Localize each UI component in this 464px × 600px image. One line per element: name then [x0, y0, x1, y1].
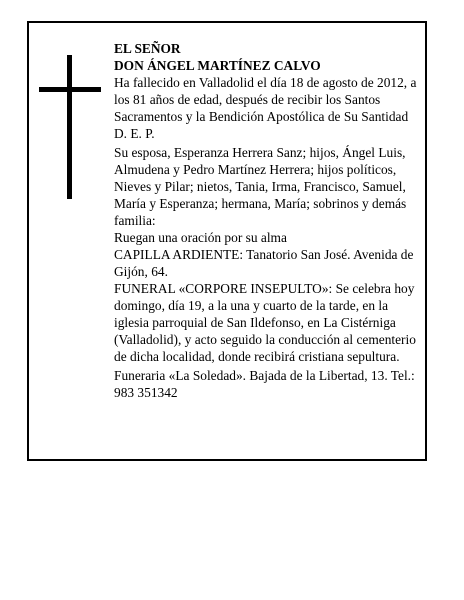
death-announcement: Ha fallecido en Valladolid el día 18 de agosto de 2012, a los 81 años de edad, después de recibir los Santos Sacramentos y la Bendición Apostólica de Su Santidad D. E. P. [114, 75, 417, 141]
obituary-notice [27, 21, 427, 461]
notice-title: EL SEÑOR [114, 41, 181, 56]
cross-vertical-bar [67, 55, 72, 199]
deceased-name: DON ÁNGEL MARTÍNEZ CALVO [114, 58, 321, 73]
chapel-info: CAPILLA ARDIENTE: Tanatorio San José. Avenida de Gijón, 64. [114, 247, 414, 279]
funeral-home-info: Funeraria «La Soledad». Bajada de la Libertad, 13. Tel.: 983 351342 [114, 368, 415, 400]
notice-body [114, 40, 424, 401]
family-list: Su esposa, Esperanza Herrera Sanz; hijos, Ángel Luis, Almudena y Pedro Martínez Herrera; hijos políticos, Nieves y Pilar; nietos, Tania, Irma, Francisco, Samuel, María y Esperanza; hermana, María; sobrinos y demás familia: [114, 145, 407, 228]
cross-horizontal-bar [39, 87, 101, 92]
funeral-info: FUNERAL «CORPORE INSEPULTO»: Se celebra hoy domingo, día 19, a la una y cuarto de la tarde, en la iglesia parroquial de San Ildefonso, en La Cistérniga (Valladolid), y acto seguido la conducción al cementerio de dicha localidad, donde recibirá cristiana sepultura. [114, 281, 416, 364]
prayer-request: Ruegan una oración por su alma [114, 230, 287, 245]
cross-icon [39, 55, 101, 199]
